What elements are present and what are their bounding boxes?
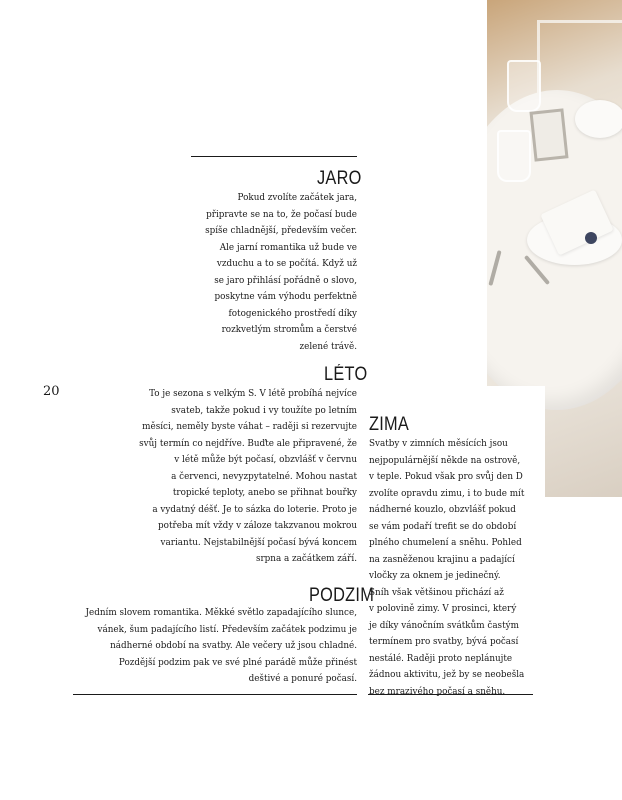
section-text-zima [369,436,534,700]
text-line: Sníh však většinou přichází až [369,587,504,598]
text-line: a červenci, nevyzpytatelné. Mohou nastat [171,471,357,482]
section-title-jaro: JARO [317,168,362,189]
text-line: v polovině zimy. V prosinci, který [369,604,517,614]
text-line: termínem pro svatby, bývá počasí [369,637,519,647]
text-line: Jedním slovem romantika. Měkké světlo zapadajícího slunce, [85,608,357,618]
text-line: svateb, takže pokud i vy toužíte po letním [171,405,357,416]
text-line: nádherné období na svatby. Ale večery už jsou chladné. [110,641,357,651]
jaro-top-rule [191,156,357,157]
section-title-leto: LÉTO [324,364,368,385]
text-line: připravte se na to, že počasí bude [206,209,357,220]
text-line: je díky vánočním svátkům častým [369,620,519,631]
text-line: zvolíte opravdu zimu, i to bude mít [369,488,525,499]
text-line: zelené trávě. [299,341,357,352]
text-line: plného chumelení a sněhu. Pohled [369,538,522,548]
text-line: v teple. Pokud však pro svůj den D [369,472,523,482]
text-line: vzduchu a to se počítá. Když už [216,259,357,269]
text-line: měsíci, neměly byste váhat – raději si rezervujte [142,422,357,432]
text-line: poskytne vám výhodu perfektně [214,292,357,302]
text-line: nestálé. Raději proto neplánujte [369,653,513,664]
section-text-podzim [75,605,357,688]
text-line: Pozdější podzim pak ve své plné parádě může přinést [118,657,357,668]
text-line: potřeba mít vždy v záloze takzvanou mokrou [158,521,357,531]
text-line: Ale jarní romantika už bude ve [219,242,357,253]
text-line: fotogenického prostředí díky [228,308,357,319]
page-number: 20 [43,384,60,399]
flower-shape [585,232,597,244]
text-line: Svatby v zimních měsících jsou [369,439,508,449]
text-line: nádherné kouzlo, obzvlášť pokud [369,505,516,515]
text-line: srpna a začátkem září. [255,554,357,564]
text-line: vánek, šum padajícího listí. Především začátek podzimu je [97,624,357,635]
glass-shape [507,60,541,112]
plate-shape [575,100,622,138]
text-line: bez mrazivého počasí a sněhu. [369,686,506,697]
text-line: svůj termín co nejdříve. Buďte ale připravené, že [139,438,357,449]
frame-shape [529,108,568,161]
text-line: To je sezona s velkým S. V létě probíhá nejvíce [149,389,357,399]
text-line: rozkvetlým stromům a čerstvé [221,325,357,335]
section-title-podzim: PODZIM [309,585,375,606]
zima-bottom-rule [368,694,533,695]
text-line: v létě může být počasí, obzvlášť v červnu [174,455,357,465]
section-text-leto [130,386,357,568]
text-line: na zasněženou krajinu a padající [369,554,515,565]
glass-shape [497,130,531,182]
text-line: žádnou aktivitu, jež by se neobešla [369,670,525,680]
text-line: deštivé a ponuré počasí. [248,674,357,684]
section-title-zima: ZIMA [369,414,410,435]
text-line: se vám podaří trefit se do období [369,521,517,532]
text-line: vločky za oknem je jedinečný. [369,571,501,581]
text-line: a vydatný déšť. Je to sázka do loterie. Proto je [152,504,357,515]
text-line: Pokud zvolíte začátek jara, [237,193,357,203]
text-line: tropické teploty, anebo se přihnat bouřky [172,488,357,498]
text-line: variantu. Nejstabilnější počasí bývá koncem [160,537,357,548]
text-line: spíše chladnější, především večer. [205,226,357,236]
podzim-bottom-rule [73,694,357,695]
section-text-jaro [192,190,357,355]
text-line: nejpopulárnější někde na ostrově, [369,455,521,466]
text-line: se jaro přihlásí pořádně o slovo, [214,275,357,286]
